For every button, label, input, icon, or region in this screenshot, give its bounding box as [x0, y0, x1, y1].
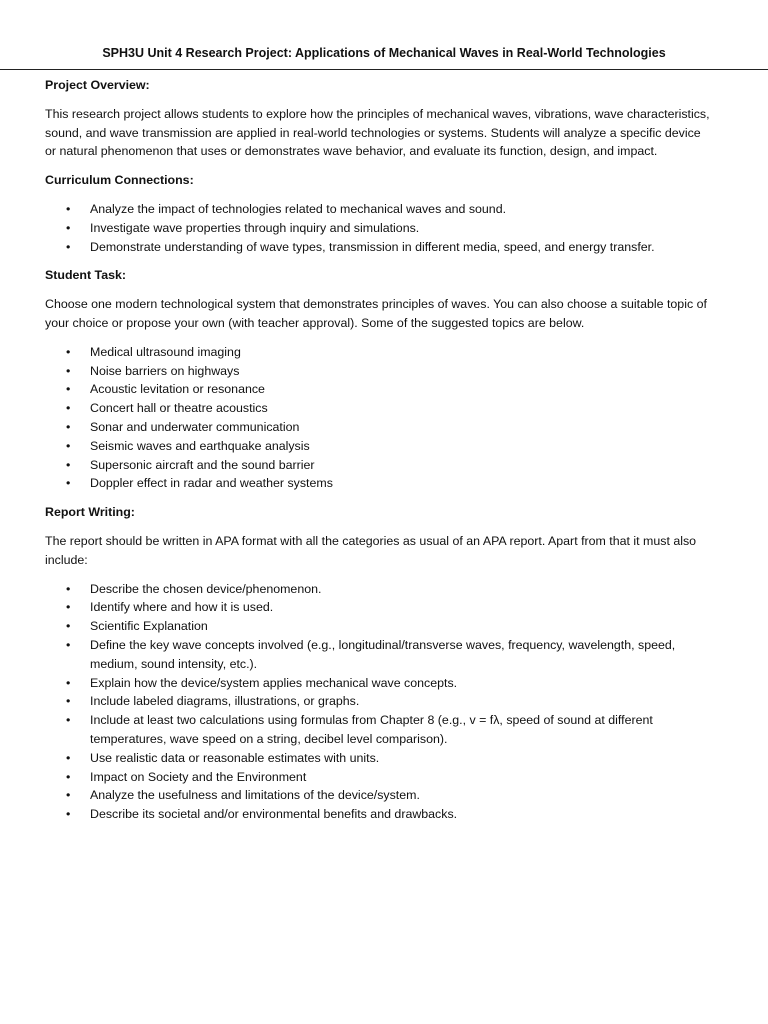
bullet-icon: • [66, 344, 71, 359]
overview-heading: Project Overview: [45, 78, 150, 92]
bullet-icon: • [66, 750, 71, 765]
bullet-icon: • [66, 457, 71, 472]
list-item-text: Impact on Society and the Environment [90, 769, 307, 784]
list-item [45, 598, 725, 617]
bullet-icon: • [66, 581, 71, 596]
list-item-text: Doppler effect in radar and weather systems [90, 476, 333, 491]
bullet-icon: • [66, 419, 71, 434]
list-item-text-line: Define the key wave concepts involved (e.g., longitudinal/transverse waves, frequency, wavelength, speed, [90, 637, 676, 652]
overview-line: This research project allows students to explore how the principles of mechanical waves, vibrations, wave characteristics, [45, 106, 710, 121]
document-title: SPH3U Unit 4 Research Project: Applications of Mechanical Waves in Real-World Technologies [102, 46, 666, 60]
bullet-icon: • [66, 769, 71, 784]
list-item [45, 219, 725, 238]
list-item-text: Supersonic aircraft and the sound barrier [90, 457, 315, 472]
bullet-icon: • [66, 807, 71, 822]
list-item [45, 580, 725, 599]
list-item [45, 749, 725, 768]
curriculum-list [45, 200, 725, 256]
bullet-icon: • [66, 382, 71, 397]
list-item-text: Demonstrate understanding of wave types, transmission in different media, speed, and energy transfer. [90, 239, 655, 254]
list-item-text: Analyze the impact of technologies related to mechanical waves and sound. [90, 201, 507, 216]
overview-paragraph [45, 105, 725, 161]
bullet-icon: • [66, 619, 71, 634]
report-requirements-list [45, 580, 725, 824]
list-item-text: Describe the chosen device/phenomenon. [90, 581, 322, 596]
bullet-icon: • [66, 363, 71, 378]
list-item-text-line: temperatures, wave speed on a string, decibel level comparison). [90, 731, 448, 746]
list-item [45, 674, 725, 693]
task-line: your choice or propose your own (with teacher approval). Some of the suggested topics are below. [45, 315, 585, 330]
list-item-text: Use realistic data or reasonable estimates with units. [90, 750, 380, 765]
report-paragraph [45, 532, 725, 570]
report-line: The report should be written in APA format with all the categories as usual of an APA report. Apart from that it must also [45, 533, 697, 548]
list-item [45, 692, 725, 711]
task-line: Choose one modern technological system that demonstrates principles of waves. You can also choose a suitable topic of [45, 297, 707, 312]
bullet-icon: • [66, 675, 71, 690]
list-item [45, 238, 725, 257]
list-item-text: Scientific Explanation [90, 619, 208, 634]
document-body [45, 76, 725, 824]
list-item [45, 343, 725, 362]
list-item [45, 711, 725, 749]
topics-list [45, 343, 725, 493]
task-paragraph [45, 295, 725, 333]
overview-line: or natural phenomenon that uses or demonstrates wave behavior, and evaluate its function, design, and impact. [45, 144, 658, 159]
list-item-text: Analyze the usefulness and limitations of the device/system. [90, 788, 420, 803]
task-heading: Student Task: [45, 268, 127, 283]
list-item-text: Seismic waves and earthquake analysis [90, 438, 310, 453]
bullet-icon: • [66, 476, 71, 491]
report-line: include: [45, 552, 88, 567]
report-heading: Report Writing: [45, 505, 135, 520]
list-item [45, 786, 725, 805]
list-item-text: Sonar and underwater communication [90, 419, 300, 434]
list-item [45, 362, 725, 381]
bullet-icon: • [66, 788, 71, 803]
bullet-icon: • [66, 713, 71, 728]
list-item [45, 636, 725, 674]
list-item [45, 456, 725, 475]
list-item [45, 380, 725, 399]
list-item-text: Describe its societal and/or environmental benefits and drawbacks. [90, 807, 458, 822]
list-item-text: Concert hall or theatre acoustics [90, 401, 268, 416]
bullet-icon: • [66, 637, 71, 652]
list-item-text: Acoustic levitation or resonance [90, 382, 265, 397]
list-item [45, 200, 725, 219]
list-item [45, 617, 725, 636]
bullet-icon: • [66, 220, 71, 235]
bullet-icon: • [66, 438, 71, 453]
bullet-icon: • [66, 239, 71, 254]
bullet-icon: • [66, 694, 71, 709]
title-divider [0, 69, 768, 70]
overview-line: sound, and wave transmission are applied in real-world technologies or systems. Students will analyze a specific device [45, 125, 701, 140]
list-item [45, 437, 725, 456]
list-item [45, 399, 725, 418]
bullet-icon: • [66, 201, 71, 216]
bullet-icon: • [66, 600, 71, 615]
list-item-text-line: medium, sound intensity, etc.). [90, 656, 258, 671]
list-item [45, 768, 725, 787]
list-item [45, 418, 725, 437]
list-item-text: Include labeled diagrams, illustrations, or graphs. [90, 694, 360, 709]
list-item-text: Investigate wave properties through inquiry and simulations. [90, 220, 420, 235]
list-item-text: Explain how the device/system applies mechanical wave concepts. [90, 675, 458, 690]
list-item-text: Identify where and how it is used. [90, 600, 274, 615]
list-item [45, 474, 725, 493]
list-item-text: Medical ultrasound imaging [90, 344, 241, 359]
list-item-text: Noise barriers on highways [90, 363, 240, 378]
list-item [45, 805, 725, 824]
bullet-icon: • [66, 401, 71, 416]
list-item-text-line: Include at least two calculations using formulas from Chapter 8 (e.g., v = fλ, speed of sound at different [90, 713, 653, 728]
curriculum-heading: Curriculum Connections: [45, 173, 194, 188]
